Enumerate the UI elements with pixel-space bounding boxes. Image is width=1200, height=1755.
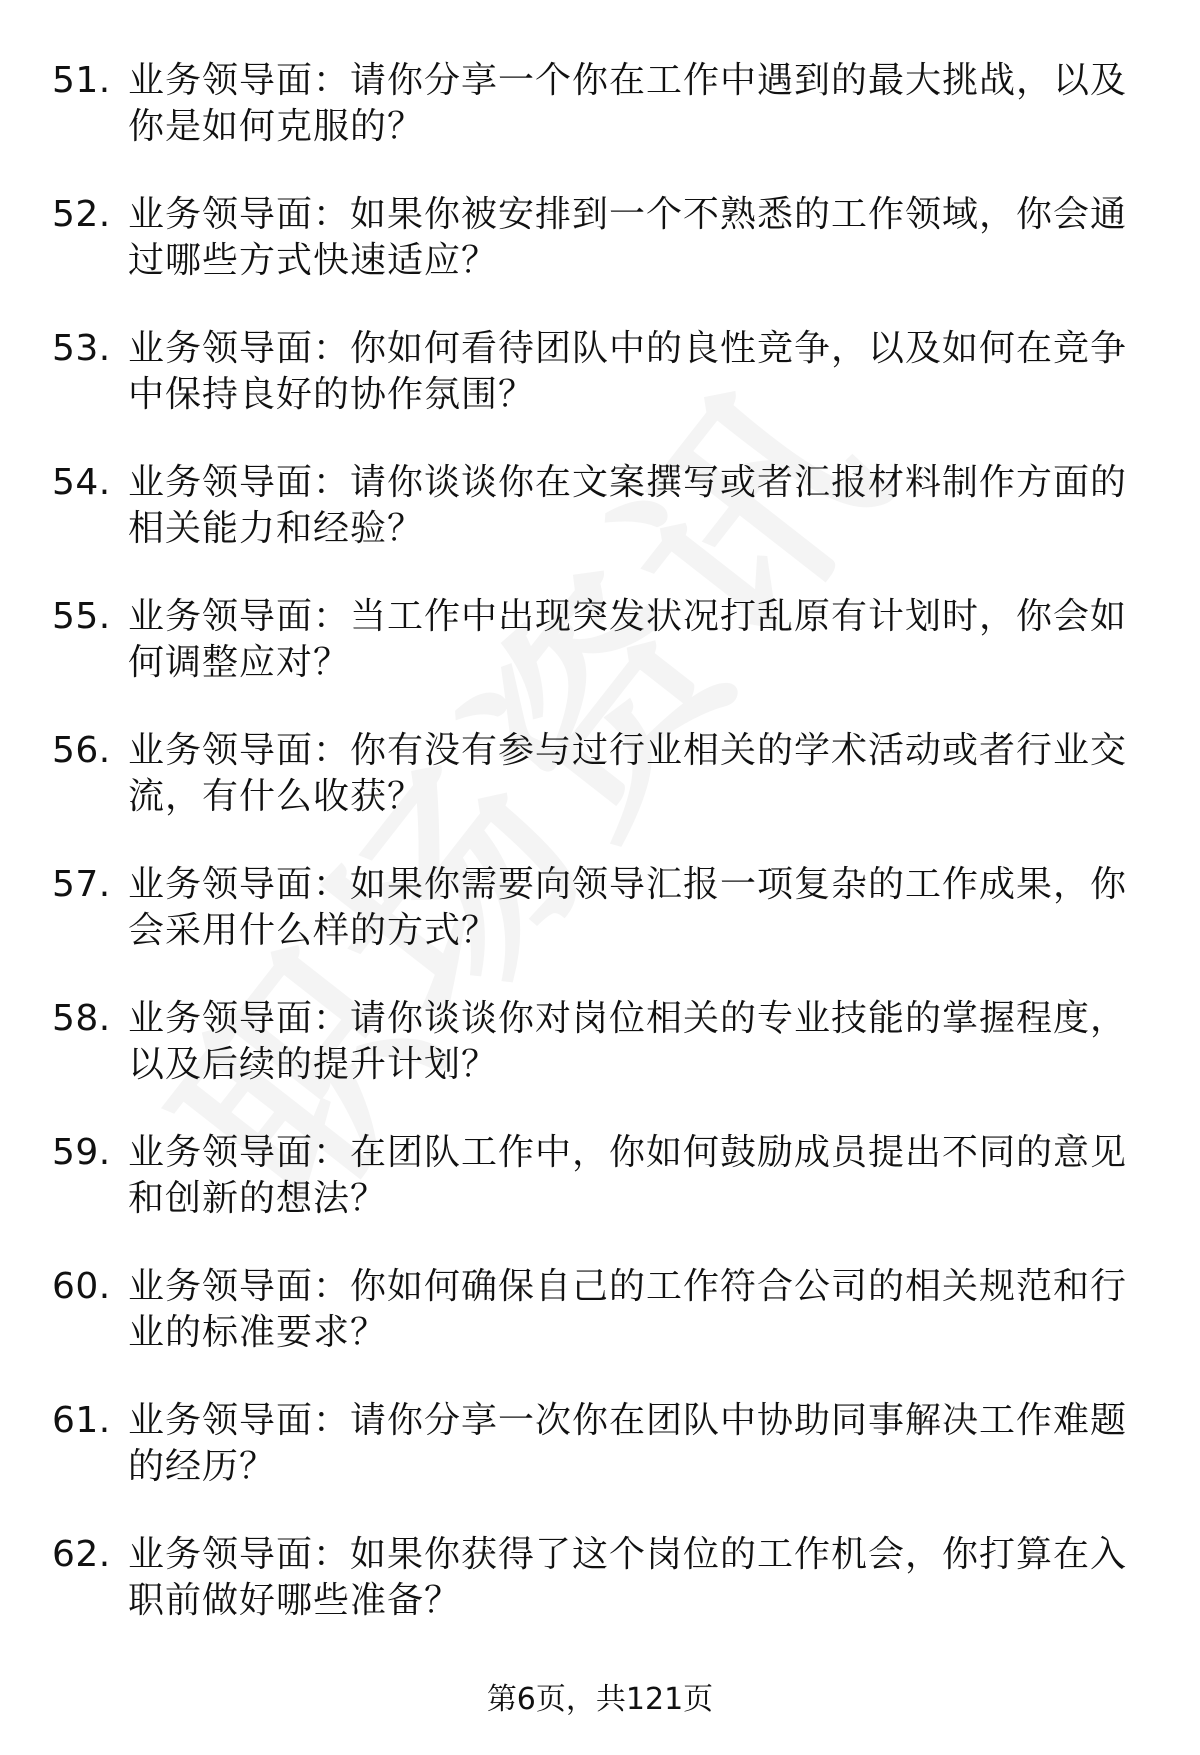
question-number: 62. [52,1534,111,1575]
question-number: 59. [52,1132,111,1173]
question-text: 业务领导面：你如何确保自己的工作符合公司的相关规范和行业的标准要求？ [128,1266,1128,1353]
question-number: 52. [52,194,111,235]
question-list [52,58,1152,1666]
question-number: 55. [52,596,111,637]
question-item-55 [52,594,1152,728]
question-text: 业务领导面：如果你获得了这个岗位的工作机会，你打算在入职前做好哪些准备？ [128,1534,1128,1621]
question-item-60 [52,1264,1152,1398]
question-item-52 [52,192,1152,326]
question-number: 58. [52,998,111,1039]
question-text: 业务领导面：请你分享一次你在团队中协助同事解决工作难题的经历？ [128,1400,1128,1487]
question-item-51 [52,58,1152,192]
question-item-62 [52,1532,1152,1666]
question-text: 业务领导面：如果你需要向领导汇报一项复杂的工作成果，你会采用什么样的方式？ [128,864,1128,951]
question-item-56 [52,728,1152,862]
question-text: 业务领导面：请你分享一个你在工作中遇到的最大挑战，以及你是如何克服的？ [128,60,1128,147]
question-item-53 [52,326,1152,460]
question-number: 61. [52,1400,111,1441]
question-number: 51. [52,60,111,101]
question-number: 53. [52,328,111,369]
question-text: 业务领导面：在团队工作中，你如何鼓励成员提出不同的意见和创新的想法？ [128,1132,1128,1219]
question-text: 业务领导面：当工作中出现突发状况打乱原有计划时，你会如何调整应对？ [128,596,1128,683]
question-text: 业务领导面：请你谈谈你在文案撰写或者汇报材料制作方面的相关能力和经验？ [128,462,1128,549]
question-number: 56. [52,730,111,771]
question-text: 业务领导面：如果你被安排到一个不熟悉的工作领域，你会通过哪些方式快速适应？ [128,194,1128,281]
question-item-61 [52,1398,1152,1532]
page-footer [0,1680,1200,1720]
question-number: 57. [52,864,111,905]
question-number: 60. [52,1266,111,1307]
question-item-54 [52,460,1152,594]
question-text: 业务领导面：请你谈谈你对岗位相关的专业技能的掌握程度，以及后续的提升计划？ [128,998,1128,1085]
question-item-57 [52,862,1152,996]
question-text: 业务领导面：你如何看待团队中的良性竞争，以及如何在竞争中保持良好的协作氛围？ [128,328,1128,415]
question-item-58 [52,996,1152,1130]
question-text: 业务领导面：你有没有参与过行业相关的学术活动或者行业交流，有什么收获？ [128,730,1128,817]
question-item-59 [52,1130,1152,1264]
page-number-label: 第6页，共121页 [486,1682,714,1717]
question-number: 54. [52,462,111,503]
